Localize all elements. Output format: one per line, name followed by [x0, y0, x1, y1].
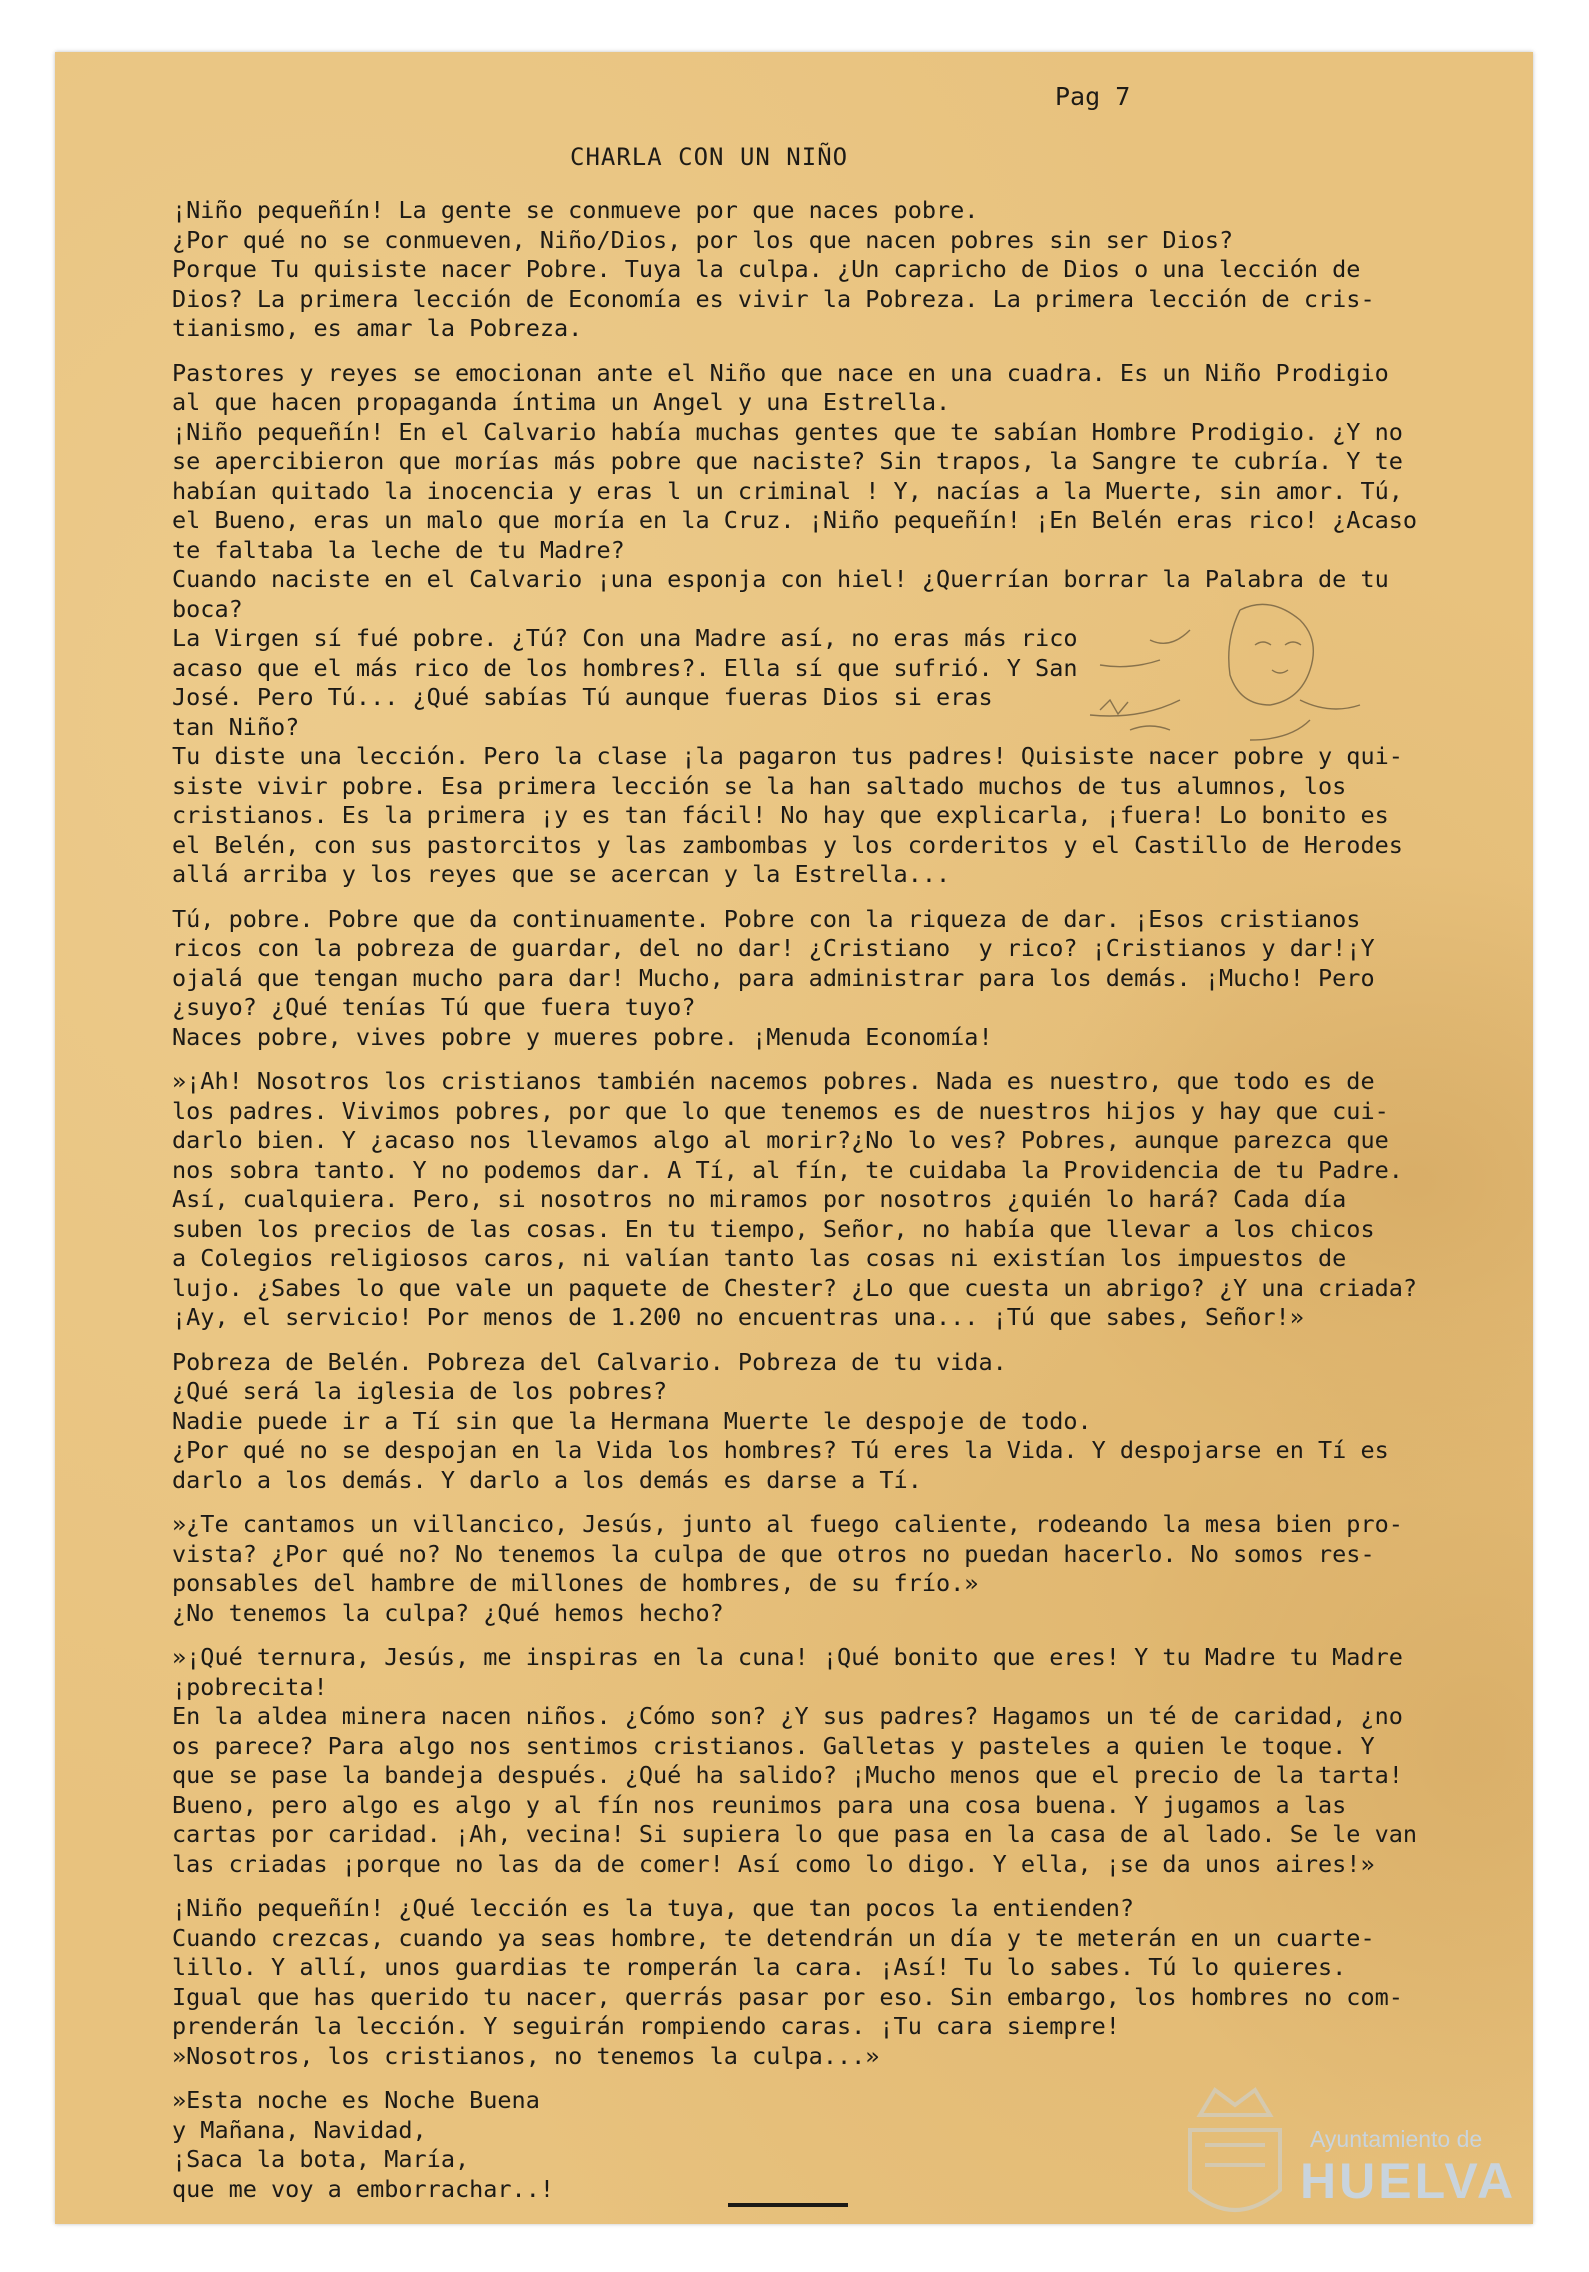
paragraph	[172, 1894, 1472, 2071]
document-body	[172, 196, 1472, 2219]
text-line: Porque Tu quisiste nacer Pobre. Tuya la culpa. ¿Un capricho de Dios o una lección de	[172, 255, 1361, 283]
text-line: prenderán la lección. Y seguirán rompiendo caras. ¡Tu cara siempre!	[172, 2012, 1120, 2040]
paragraph	[172, 196, 1472, 344]
faded-sketch-drawing	[1040, 590, 1370, 750]
text-line: Naces pobre, vives pobre y mueres pobre. ¡Menuda Economía!	[172, 1022, 993, 1051]
text-line: tan Niño?	[172, 712, 300, 741]
text-line: En la aldea minera nacen niños. ¿Cómo son? ¿Y sus padres? Hagamos un té de caridad, ¿no	[172, 1702, 1403, 1730]
text-line: »¡Ah! Nosotros los cristianos también nacemos pobres. Nada es nuestro, que todo es de	[172, 1067, 1375, 1095]
text-line: ¿suyo? ¿Qué tenías Tú que fuera tuyo?	[172, 993, 696, 1021]
text-line: que me voy a emborrachar..!	[172, 2174, 555, 2203]
text-line: Así, cualquiera. Pero, si nosotros no miramos por nosotros ¿quién lo hará? Cada día	[172, 1185, 1347, 1213]
text-line: ¡Ay, el servicio! Por menos de 1.200 no encuentras una... ¡Tú que sabes, Señor!»	[172, 1303, 1304, 1331]
paragraph	[172, 1510, 1472, 1628]
text-line: ¿No tenemos la culpa? ¿Qué hemos hecho?	[172, 1598, 724, 1627]
text-line: ¡Niño pequeñín! La gente se conmueve por que naces pobre.	[172, 196, 979, 224]
text-line: os parece? Para algo nos sentimos cristianos. Galletas y pasteles a quien le toque. Y	[172, 1731, 1375, 1760]
text-line: Nadie puede ir a Tí sin que la Hermana Muerte le despoje de todo.	[172, 1406, 1092, 1435]
watermark-line1: Ayuntamiento de	[1310, 2126, 1483, 2152]
text-line: ¿Por qué no se conmueven, Niño/Dios, por los que nacen pobres sin ser Dios?	[172, 225, 1234, 254]
text-line: al que hacen propaganda íntima un Angel y una Estrella.	[172, 388, 951, 416]
text-line: te faltaba la leche de tu Madre?	[172, 535, 625, 564]
text-line: Cuando crezcas, cuando ya seas hombre, te detendrán un día y te meterán en un cuarte-	[172, 1923, 1375, 1952]
text-line: »¿Te cantamos un villancico, Jesús, junto al fuego caliente, rodeando la mesa bien pro-	[172, 1510, 1403, 1538]
text-line: vista? ¿Por qué no? No tenemos la culpa de que otros no puedan hacerlo. No somos res-	[172, 1539, 1375, 1568]
text-line: Pastores y reyes se emocionan ante el Niño que nace en una cuadra. Es un Niño Prodigio	[172, 358, 1389, 387]
text-line: boca?	[172, 594, 243, 623]
text-line: y Mañana, Navidad,	[172, 2115, 427, 2144]
text-line: ¡Saca la bota, María,	[172, 2145, 470, 2173]
text-line: cartas por caridad. ¡Ah, vecina! Si supiera lo que pasa en la casa de al lado. Se le van	[172, 1820, 1418, 1848]
text-line: allá arriba y los reyes que se acercan y la Estrella...	[172, 860, 951, 888]
paragraph	[172, 1348, 1472, 1496]
paragraph	[172, 1643, 1472, 1879]
text-line: nos sobra tanto. Y no podemos dar. A Tí, al fín, te cuidaba la Providencia de tu Padre.	[172, 1155, 1403, 1184]
text-line: ¿Qué será la iglesia de los pobres?	[172, 1377, 668, 1405]
text-line: José. Pero Tú... ¿Qué sabías Tú aunque fueras Dios si eras	[172, 683, 993, 711]
paragraph	[172, 905, 1472, 1053]
text-line: lujo. ¿Sabes lo que vale un paquete de Chester? ¿Lo que cuesta un abrigo? ¿Y una criada?	[172, 1273, 1418, 1302]
text-line: Tu diste una lección. Pero la clase ¡la pagaron tus padres! Quisiste nacer pobre y qui-	[172, 742, 1403, 770]
text-line: Tú, pobre. Pobre que da continuamente. Pobre con la riqueza de dar. ¡Esos cristianos	[172, 904, 1361, 933]
text-line: La Virgen sí fué pobre. ¿Tú? Con una Madre así, no eras más rico	[172, 624, 1078, 652]
paragraph	[172, 1067, 1472, 1333]
text-line: ricos con la pobreza de guardar, del no dar! ¿Cristiano y rico? ¡Cristianos y dar!¡Y	[172, 934, 1375, 962]
text-line: cristianos. Es la primera ¡y es tan fácil! No hay que explicarla, ¡fuera! Lo bonito es	[172, 801, 1389, 829]
text-line: »¡Qué ternura, Jesús, me inspiras en la cuna! ¡Qué bonito que eres! Y tu Madre tu Madre	[172, 1643, 1403, 1671]
text-line: ¡Niño pequeñín! En el Calvario había muchas gentes que te sabían Hombre Prodigio. ¿Y no	[172, 417, 1403, 446]
text-line: el Bueno, eras un malo que moría en la Cruz. ¡Niño pequeñín! ¡En Belén eras rico! ¿Acaso	[172, 506, 1418, 534]
text-line: a Colegios religiosos caros, ni valían tanto las cosas ni existían los impuestos de	[172, 1244, 1347, 1272]
text-line: habían quitado la inocencia y eras l un criminal ! Y, nacías a la Muerte, sin amor. Tú,	[172, 476, 1403, 505]
text-line: »Nosotros, los cristianos, no tenemos la culpa...»	[172, 2041, 880, 2070]
text-line: ponsables del hambre de millones de hombres, de su frío.»	[172, 1569, 979, 1597]
text-line: Cuando naciste en el Calvario ¡una esponja con hiel! ¿Querrían borrar la Palabra de tu	[172, 565, 1389, 593]
text-line: Igual que has querido tu nacer, querrás pasar por eso. Sin embargo, los hombres no com-	[172, 1982, 1403, 2011]
text-line: que se pase la bandeja después. ¿Qué ha salido? ¡Mucho menos que el precio de la tarta!	[172, 1761, 1403, 1789]
text-line: darlo a los demás. Y darlo a los demás es darse a Tí.	[172, 1465, 922, 1494]
text-line: Dios? La primera lección de Economía es vivir la Pobreza. La primera lección de cris-	[172, 284, 1375, 313]
page-number: Pag 7	[1055, 82, 1131, 111]
text-line: tianismo, es amar la Pobreza.	[172, 314, 583, 342]
text-line: Pobreza de Belén. Pobreza del Calvario. Pobreza de tu vida.	[172, 1347, 1007, 1376]
text-line: acaso que el más rico de los hombres?. Ella sí que sufrió. Y San	[172, 653, 1078, 682]
text-line: el Belén, con sus pastorcitos y las zambombas y los corderitos y el Castillo de Herodes	[172, 830, 1403, 859]
end-divider-line	[728, 2203, 848, 2207]
text-line: »Esta noche es Noche Buena	[172, 2086, 540, 2114]
text-line: siste vivir pobre. Esa primera lección se la han saltado muchos de tus alumnos, los	[172, 771, 1347, 800]
text-line: las criadas ¡porque no las da de comer! Así como lo digo. Y ella, ¡se da unos aires!»	[172, 1849, 1375, 1878]
text-line: suben los precios de las cosas. En tu tiempo, Señor, no había que llevar a los chicos	[172, 1214, 1375, 1243]
text-line: Bueno, pero algo es algo y al fín nos reunimos para una cosa buena. Y jugamos a las	[172, 1790, 1347, 1819]
watermark-line2: HUELVA	[1300, 2153, 1517, 2209]
text-line: los padres. Vivimos pobres, por que lo que tenemos es de nuestros hijos y hay que cui-	[172, 1096, 1389, 1125]
text-line: ¡Niño pequeñín! ¿Qué lección es la tuya, que tan pocos la entienden?	[172, 1894, 1135, 1922]
text-line: ¡pobrecita!	[172, 1672, 328, 1701]
document-title: CHARLA CON UN NIÑO	[570, 143, 849, 171]
text-line: ¿Por qué no se despojan en la Vida los hombres? Tú eres la Vida. Y despojarse en Tí es	[172, 1436, 1389, 1464]
text-line: ojalá que tengan mucho para dar! Mucho, para administrar para los demás. ¡Mucho! Pero	[172, 963, 1375, 992]
text-line: darlo bien. Y ¿acaso nos llevamos algo al morir?¿No lo ves? Pobres, aunque parezca que	[172, 1126, 1389, 1154]
text-line: lillo. Y allí, unos guardias te romperán la cara. ¡Así! Tu lo sabes. Tú lo quieres.	[172, 1953, 1347, 1981]
text-line: se apercibieron que morías más pobre que naciste? Sin trapos, la Sangre te cubría. Y te	[172, 447, 1403, 475]
